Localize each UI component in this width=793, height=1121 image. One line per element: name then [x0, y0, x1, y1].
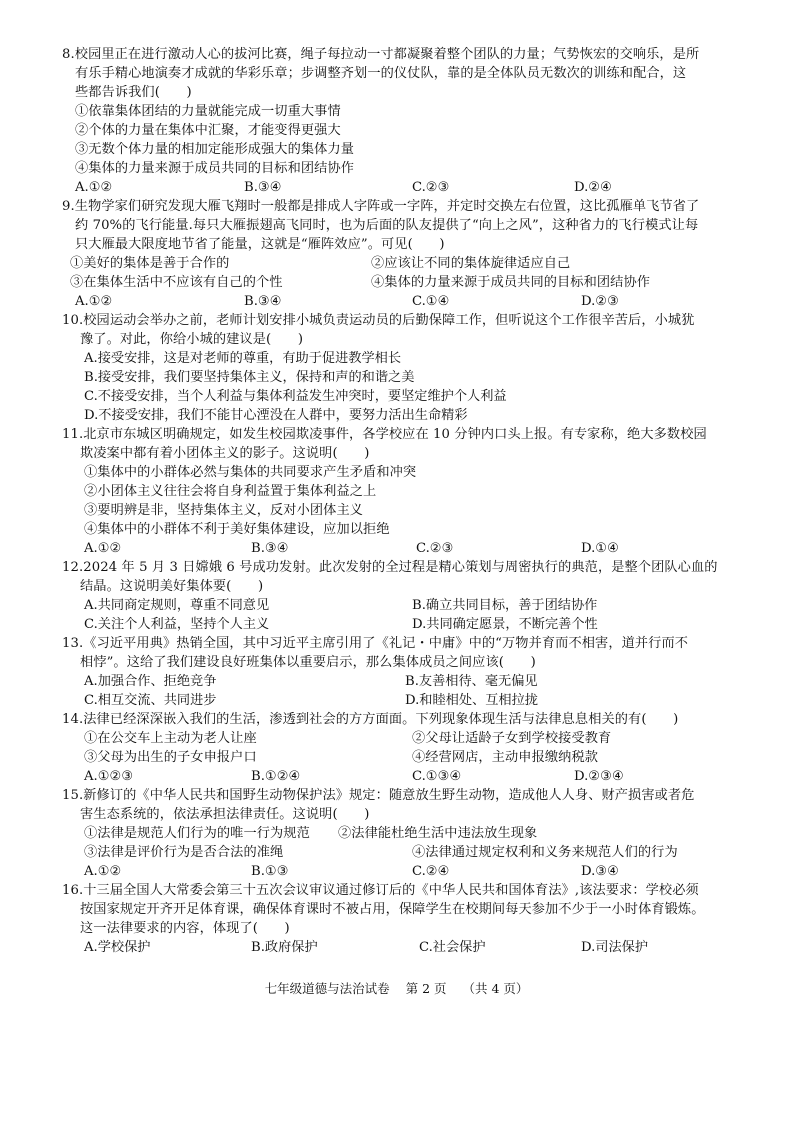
- option-b: B.①②④: [251, 769, 301, 784]
- page-footer: [0, 980, 793, 998]
- statement-item: ①集体中的小群体必然与集体的共同要求产生矛盾和冲突: [84, 465, 417, 480]
- statement-item: ④集体的力量来源于成员共同的目标和团结协作: [75, 161, 355, 176]
- option-c: C.①③④: [412, 769, 462, 784]
- statement-item: ③要明辨是非，坚持集体主义，反对小团体主义: [84, 503, 364, 518]
- option-d: D.共同确定愿景，不断完善个性: [412, 617, 598, 632]
- statement-item: ④经营网店，主动申报缴纳税款: [412, 750, 599, 765]
- option-c: C.②③: [412, 180, 450, 195]
- question-stem: 些都告诉我们( ): [75, 85, 192, 100]
- statement-item: ②父母让适龄子女到学校接受教育: [412, 731, 612, 746]
- option-b: B.政府保护: [251, 940, 318, 955]
- option-b: B.③④: [251, 541, 289, 556]
- statement-item: ③父母为出生的子女申报户口: [84, 750, 257, 765]
- option-c: C.关注个人利益，坚持个人主义: [84, 617, 270, 632]
- option-d: D.①④: [581, 541, 619, 556]
- option-d: D.和睦相处、互相拉拢: [405, 693, 538, 708]
- question-stem: 约 70%的飞行能量.每只大雁振翅高飞同时，也为后面的队友提供了“向上之风”，这种省力的飞行模式让每: [75, 218, 699, 233]
- statement-item: ①美好的集体是善于合作的: [70, 256, 230, 271]
- statement-item: ②应该让不同的集体旋律适应自己: [371, 256, 571, 271]
- question-stem: 16.十三届全国人大常委会第三十五次会议审议通过修订后的《中华人民共和国体育法》,该法要求：学校必须: [62, 883, 699, 898]
- footer-total-pages: （共 4 页）: [462, 981, 529, 996]
- question-stem: 14.法律已经深深嵌入我们的生活，渗透到社会的方方面面。下列现象体现生活与法律息息相关的有( ): [62, 712, 679, 727]
- option-a: A.①②: [84, 541, 122, 556]
- footer-page-number: 第 2 页: [405, 981, 447, 996]
- option-d: D.③④: [581, 864, 619, 879]
- option-a: A.①②: [84, 864, 122, 879]
- question-stem: 欺凌案中都有着小团体主义的影子。这说明( ): [80, 446, 370, 461]
- statement-item: ②小团体主义往往会将自身利益置于集体利益之上: [84, 484, 377, 499]
- option-c: C.不接受安排，当个人利益与集体利益发生冲突时，要坚定维护个人利益: [84, 389, 507, 404]
- option-a: A.加强合作、拒绝竞争: [84, 674, 217, 689]
- option-a: A.①②③: [84, 769, 134, 784]
- option-a: A.①②: [75, 180, 113, 195]
- option-d: D.司法保护: [581, 940, 649, 955]
- option-c: C.②④: [412, 864, 450, 879]
- question-stem: 只大雁最大限度地节省了能量，这就是“雁阵效应”。可见( ): [75, 237, 445, 252]
- statement-item: ④法律通过规定权利和义务来规范人们的行为: [412, 845, 678, 860]
- question-stem: 按国家规定开齐开足体育课，确保体育课时不被占用，保障学生在校期间每天参加不少于一小时体育锻炼。: [80, 902, 705, 917]
- option-a: A.①②: [75, 294, 113, 309]
- option-d: D.②③④: [574, 769, 624, 784]
- option-c: C.①④: [412, 294, 450, 309]
- question-stem: 豫了。对此，你给小城的建议是( ): [80, 332, 304, 347]
- option-d: D.②③: [581, 294, 619, 309]
- question-stem: 这一法律要求的内容，体现了( ): [80, 921, 290, 936]
- option-c: C.社会保护: [419, 940, 486, 955]
- option-c: C.②③: [416, 541, 454, 556]
- statement-item: ②个体的力量在集体中汇聚，才能变得更强大: [75, 123, 341, 138]
- option-a: A.学校保护: [84, 940, 151, 955]
- option-d: D.不接受安排，我们不能甘心湮没在人群中，要努力活出生命精彩: [84, 408, 468, 423]
- statement-item: ③在集体生活中不应该有自己的个性: [70, 275, 283, 290]
- question-stem: 结晶。这说明美好集体要( ): [80, 579, 264, 594]
- statement-item: ③法律是评价行为是否合法的准绳: [84, 845, 284, 860]
- question-stem: 害生态系统的，依法承担法律责任。这说明( ): [80, 807, 370, 822]
- statement-item: ②法律能杜绝生活中违法放生现象: [338, 826, 538, 841]
- option-a: A.共同商定规则，尊重不同意见: [84, 598, 270, 613]
- statement-item: ①依靠集体团结的力量就能完成一切重大事情: [75, 104, 341, 119]
- option-b: B.①③: [251, 864, 289, 879]
- question-stem: 8.校园里正在进行激动人心的拔河比赛，绳子每拉动一寸都凝聚着整个团队的力量；气势恢宏的交响乐，是所: [62, 47, 700, 62]
- question-stem: 12.2024 年 5 月 3 日嫦娥 6 号成功发射。此次发射的全过程是精心策划与周密执行的典范，是整个团队心血的: [62, 560, 718, 575]
- option-a: A.接受安排，这是对老师的尊重，有助于促进教学相长: [84, 351, 402, 366]
- statement-item: ④集体的力量来源于成员共同的目标和团结协作: [371, 275, 651, 290]
- question-stem: 相悖”。这给了我们建设良好班集体以重要启示，那么集体成员之间应该( ): [80, 655, 536, 670]
- option-b: B.③④: [244, 294, 282, 309]
- option-b: B.确立共同目标，善于团结协作: [412, 598, 598, 613]
- option-b: B.友善相待、毫无偏见: [405, 674, 538, 689]
- question-stem: 10.校园运动会举办之前，老师计划安排小城负责运动员的后勤保障工作，但听说这个工作很辛苦后，小城犹: [62, 313, 695, 328]
- question-stem: 有乐手精心地演奏才成就的华彩乐章；步调整齐划一的仪仗队，靠的是全体队员无数次的训练和配合，这: [75, 66, 687, 81]
- option-b: B.接受安排，我们要坚持集体主义，保持和声的和谐之美: [84, 370, 415, 385]
- option-c: C.相互交流、共同进步: [84, 693, 217, 708]
- statement-item: ①法律是规范人们行为的唯一行为规范: [84, 826, 310, 841]
- question-stem: 11.北京市东城区明确规定，如发生校园欺凌事件，各学校应在 10 分钟内口头上报。有专家称，绝大多数校园: [62, 427, 707, 442]
- statement-item: ①在公交车上主动为老人让座: [84, 731, 257, 746]
- statement-item: ③无数个体力量的相加定能形成强大的集体力量: [75, 142, 355, 157]
- option-b: B.③④: [244, 180, 282, 195]
- question-stem: 13.《习近平用典》热销全国，其中习近平主席引用了《礼记・中庸》中的“万物并育而不相害，道并行而不: [62, 636, 689, 651]
- footer-subject: 七年级道德与法治试卷: [264, 981, 390, 996]
- statement-item: ④集体中的小群体不利于美好集体建设，应加以拒绝: [84, 522, 390, 537]
- option-d: D.②④: [574, 180, 612, 195]
- question-stem: 9.生物学家们研究发现大雁飞翔时一般都是排成人字阵或一字阵，并定时交换左右位置，这比孤雁单飞节省了: [62, 199, 700, 214]
- question-stem: 15.新修订的《中华人民共和国野生动物保护法》规定：随意放生野生动物，造成他人人身、财产损害或者危: [62, 788, 695, 803]
